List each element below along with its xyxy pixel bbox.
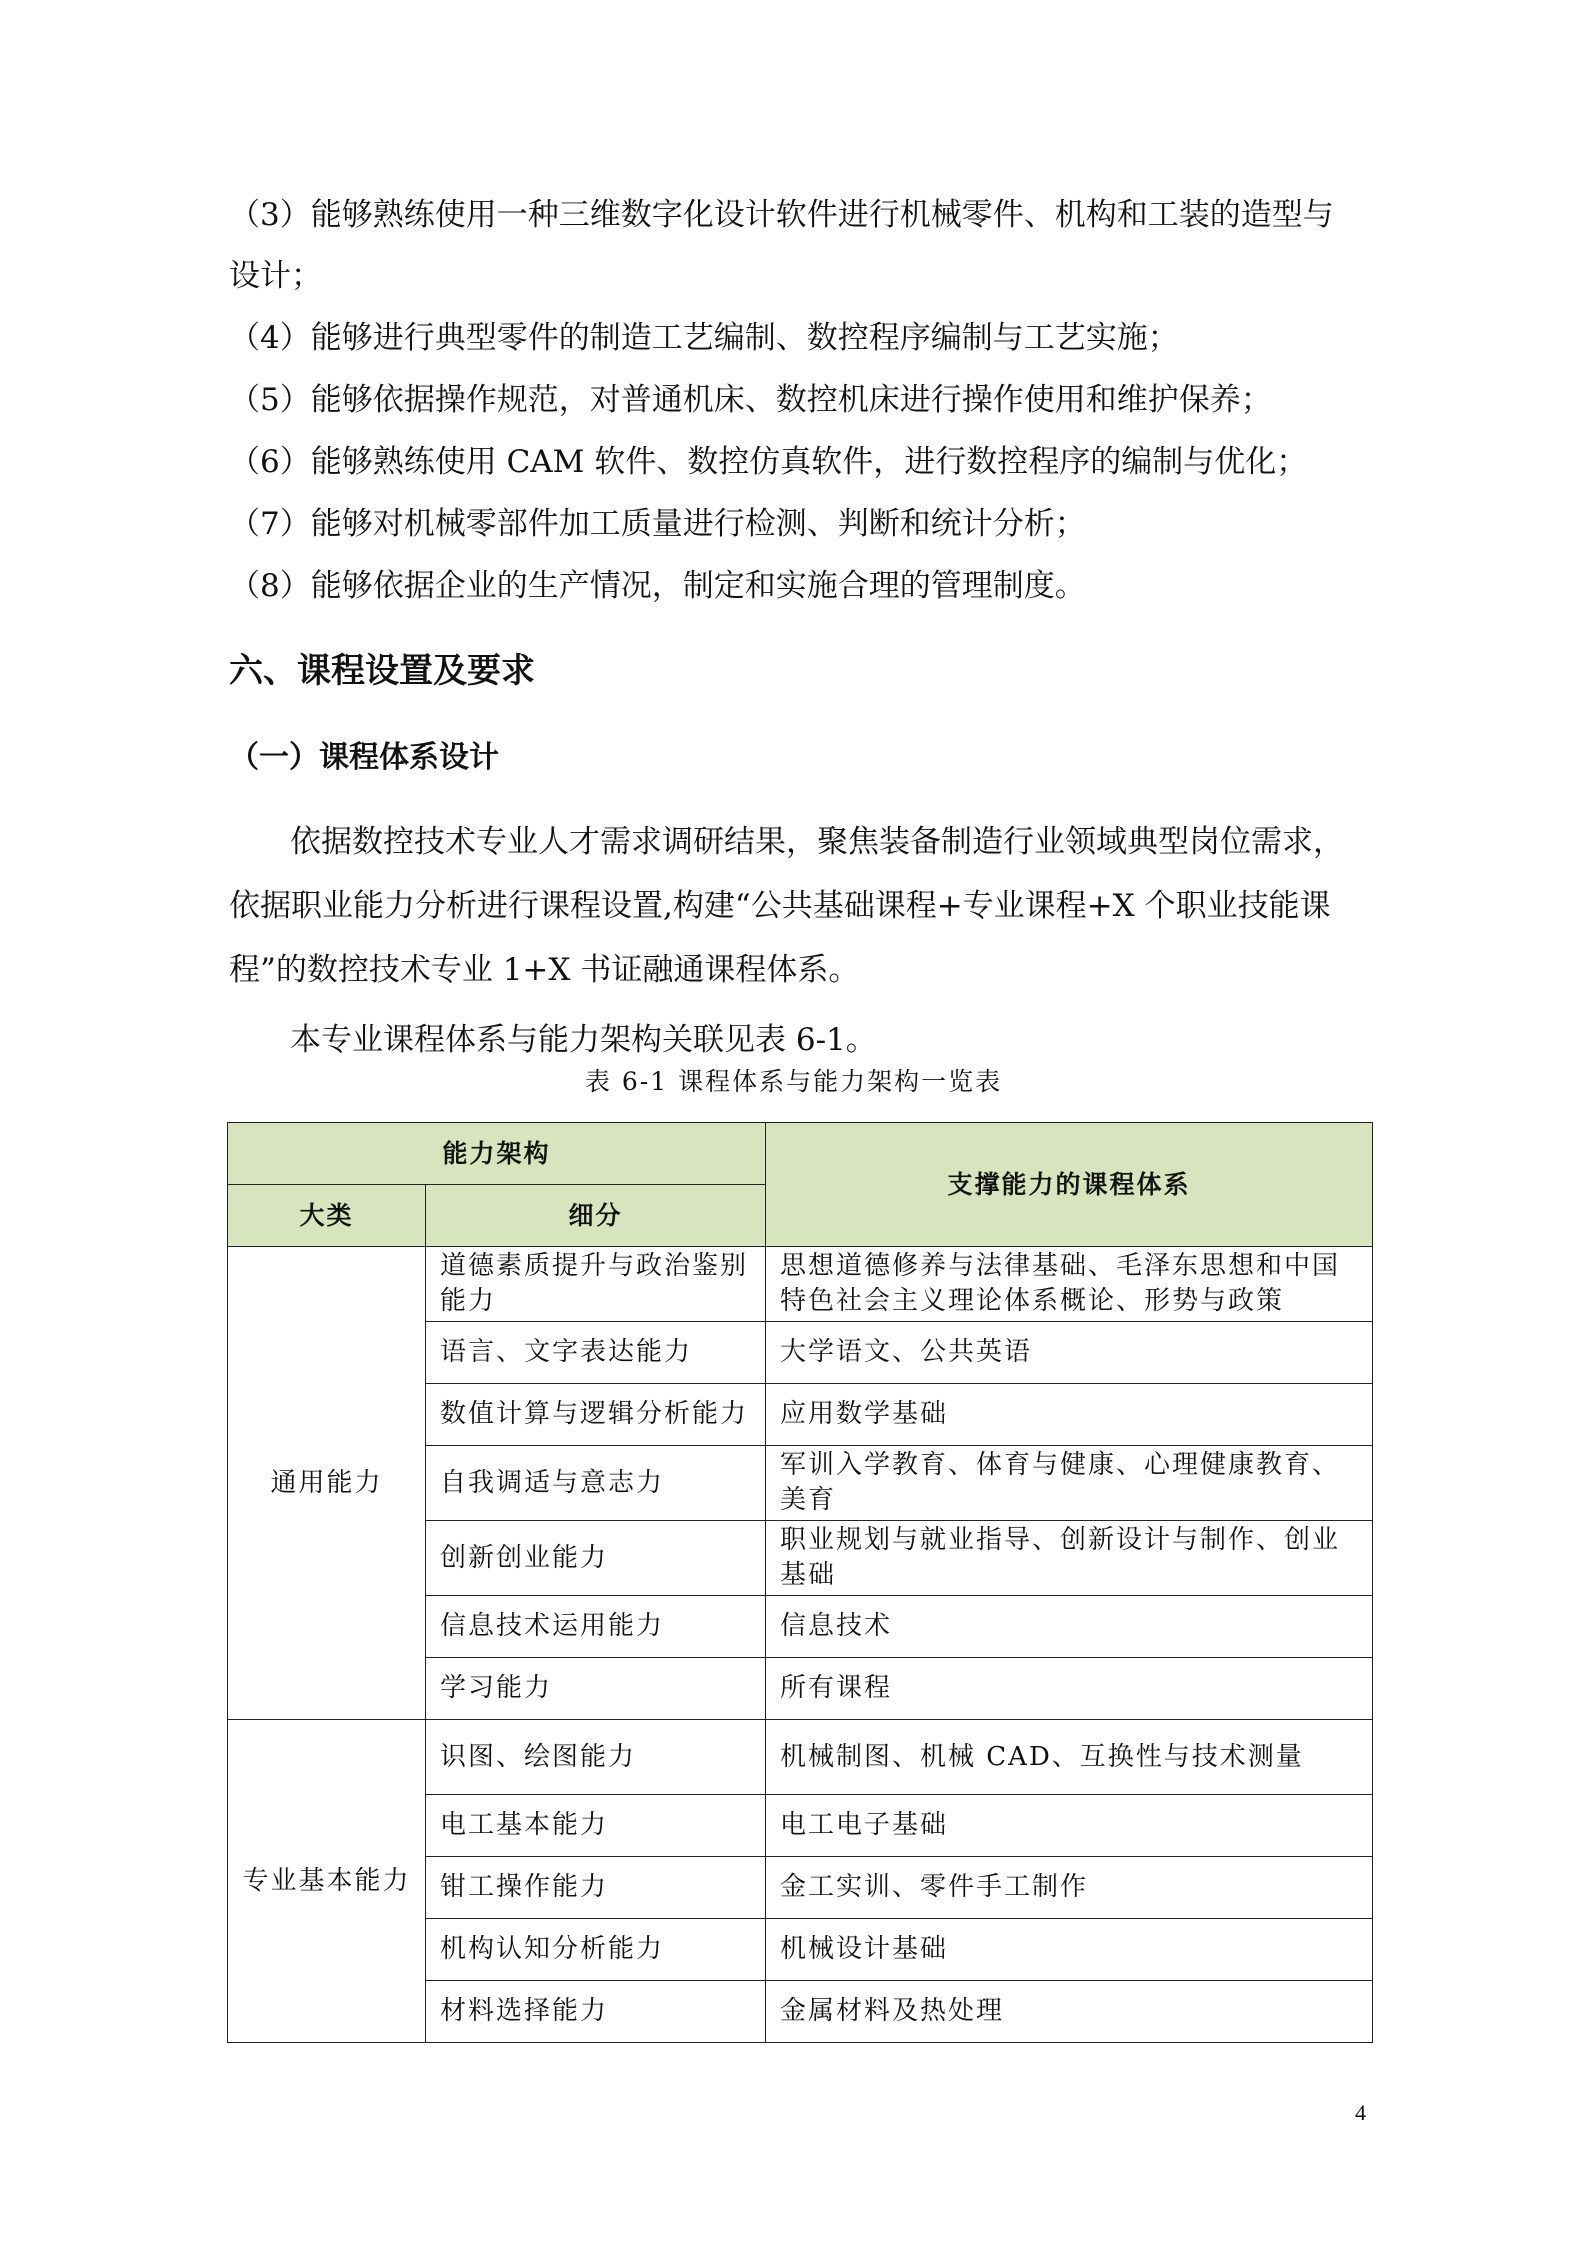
- ability-item-6: （6）能够熟练使用 CAM 软件、数控仿真软件，进行数控程序的编制与优化；: [229, 444, 1308, 480]
- table-caption: 表 6-1 课程体系与能力架构一览表: [584, 1067, 1003, 1096]
- table-row: [228, 1720, 1373, 1795]
- courses-cell: 信息技术: [766, 1596, 1373, 1658]
- ability-item-5: （5）能够依据操作规范，对普通机床、数控机床进行操作使用和维护保养；: [229, 382, 1272, 418]
- subdivision-cell: 识图、绘图能力: [426, 1720, 766, 1795]
- courses-cell: 职业规划与就业指导、创新设计与制作、创业基础: [766, 1521, 1373, 1596]
- paragraph-line-1: 依据数控技术专业人才需求调研结果，聚焦装备制造行业领域典型岗位需求，: [290, 824, 1344, 860]
- courses-cell: 所有课程: [766, 1658, 1373, 1720]
- header-ability-framework: 能力架构: [228, 1123, 766, 1185]
- subdivision-cell: 钳工操作能力: [426, 1857, 766, 1919]
- paragraph-line-2: 依据职业能力分析进行课程设置,构建“公共基础课程+专业课程+X 个职业技能课: [229, 888, 1331, 924]
- ability-course-table: [227, 1122, 1373, 2043]
- section-heading: 六、课程设置及要求: [229, 651, 535, 691]
- paragraph-line-3: 程”的数控技术专业 1+X 书证融通课程体系。: [229, 952, 860, 988]
- courses-cell: 金工实训、零件手工制作: [766, 1857, 1373, 1919]
- subdivision-cell: 学习能力: [426, 1658, 766, 1720]
- ability-item-3-continued: 设计；: [229, 258, 322, 294]
- page-number: 4: [1355, 2100, 1366, 2125]
- ability-item-7: （7）能够对机械零部件加工质量进行检测、判断和统计分析；: [229, 506, 1086, 542]
- courses-cell: 应用数学基础: [766, 1384, 1373, 1446]
- ability-item-8: （8）能够依据企业的生产情况，制定和实施合理的管理制度。: [229, 568, 1086, 604]
- header-supporting-courses: 支撑能力的课程体系: [766, 1123, 1373, 1247]
- header-category: 大类: [228, 1185, 426, 1247]
- table-row: [228, 1247, 1373, 1322]
- subdivision-cell: 语言、文字表达能力: [426, 1322, 766, 1384]
- subdivision-cell: 电工基本能力: [426, 1795, 766, 1857]
- courses-cell: 金属材料及热处理: [766, 1981, 1373, 2043]
- courses-cell: 机械制图、机械 CAD、互换性与技术测量: [766, 1720, 1373, 1795]
- category-cell: 专业基本能力: [228, 1720, 426, 2043]
- header-subdivision: 细分: [426, 1185, 766, 1247]
- subdivision-cell: 机构认知分析能力: [426, 1919, 766, 1981]
- table-reference: 本专业课程体系与能力架构关联见表 6-1。: [290, 1022, 877, 1058]
- courses-cell: 大学语文、公共英语: [766, 1322, 1373, 1384]
- subdivision-cell: 数值计算与逻辑分析能力: [426, 1384, 766, 1446]
- ability-item-4: （4）能够进行典型零件的制造工艺编制、数控程序编制与工艺实施；: [229, 320, 1179, 356]
- subdivision-cell: 材料选择能力: [426, 1981, 766, 2043]
- subdivision-cell: 道德素质提升与政治鉴别能力: [426, 1247, 766, 1322]
- courses-cell: 电工电子基础: [766, 1795, 1373, 1857]
- subdivision-cell: 自我调适与意志力: [426, 1446, 766, 1521]
- courses-cell: 军训入学教育、体育与健康、心理健康教育、美育: [766, 1446, 1373, 1521]
- courses-cell: 思想道德修养与法律基础、毛泽东思想和中国特色社会主义理论体系概论、形势与政策: [766, 1247, 1373, 1322]
- category-cell: 通用能力: [228, 1247, 426, 1720]
- courses-cell: 机械设计基础: [766, 1919, 1373, 1981]
- subsection-heading: （一）课程体系设计: [229, 740, 499, 775]
- subdivision-cell: 信息技术运用能力: [426, 1596, 766, 1658]
- ability-item-3: （3）能够熟练使用一种三维数字化设计软件进行机械零件、机构和工装的造型与: [229, 197, 1334, 233]
- subdivision-cell: 创新创业能力: [426, 1521, 766, 1596]
